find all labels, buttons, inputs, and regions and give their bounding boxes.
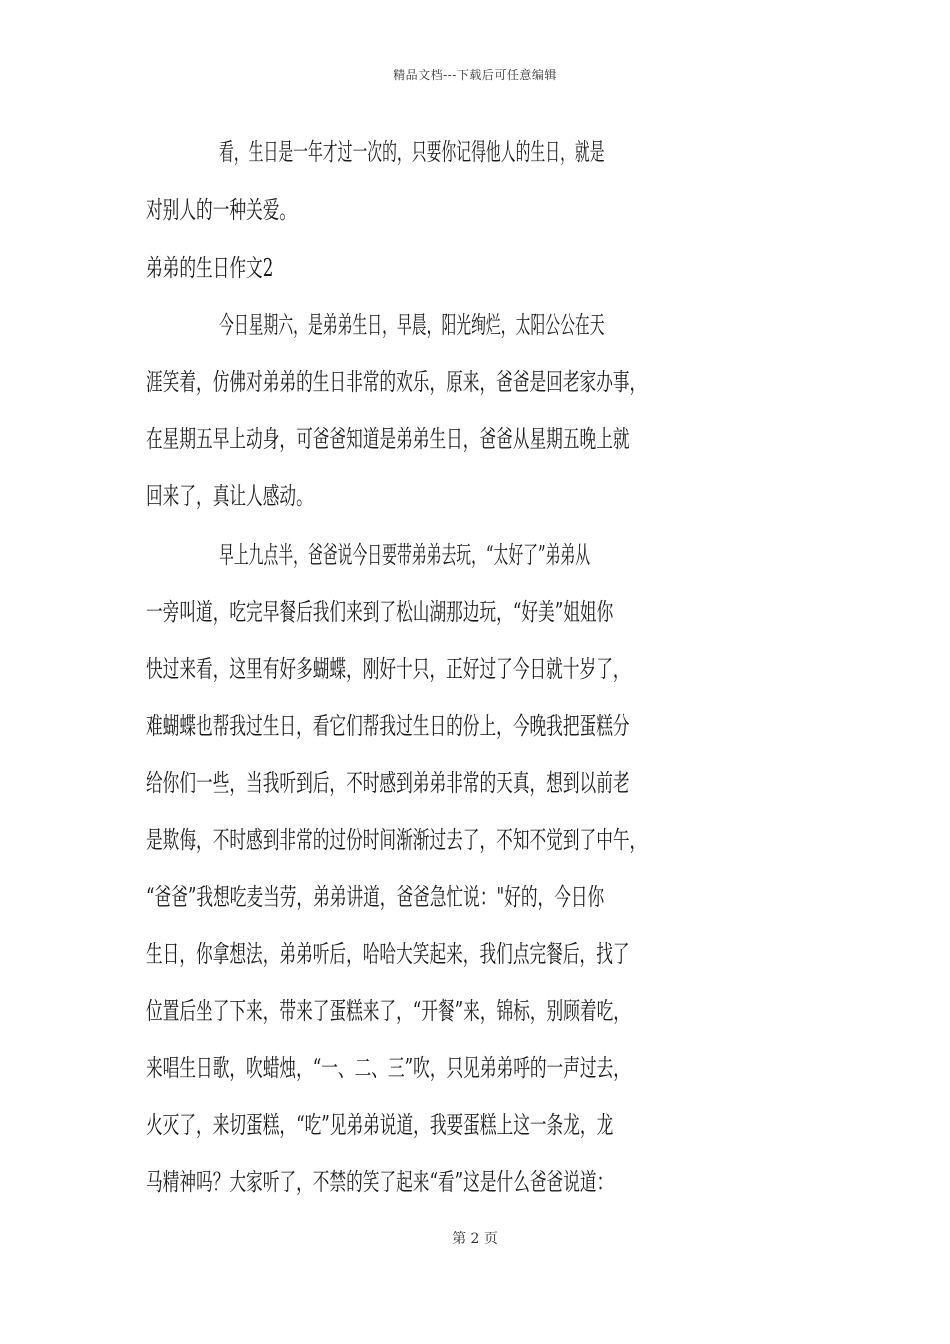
paragraph-line: 涯笑着，仿佛对弟弟的生日非常的欢乐，原来，爸爸是回老家办事， [146, 368, 647, 396]
paragraph-line: 来唱生日歌，吹蜡烛，“一、二、三”吹，只见弟弟呼的一声过去， [146, 1054, 630, 1082]
paragraph-line: 火灭了，来切蛋糕，“吃”见弟弟说道，我要蛋糕上这一条龙，龙 [146, 1111, 614, 1139]
paragraph-line: 是欺侮，不时感到非常的过份时间渐渐过去了，不知不觉到了中午， [146, 826, 647, 854]
section-heading: 弟弟的生日作文2 [146, 254, 274, 282]
page-header: 精品文档---下载后可任意编辑 [393, 68, 557, 82]
paragraph-line: 在星期五早上动身，可爸爸知道是弟弟生日，爸爸从星期五晚上就 [146, 425, 630, 453]
paragraph-line: 马精神吗？大家听了，不禁的笑了起来“看”这是什么爸爸说道： [146, 1168, 614, 1196]
paragraph-line: 回来了，真让人感动。 [146, 482, 313, 510]
paragraph-line: “爸爸”我想吃麦当劳，弟弟讲道，爸爸急忙说："好的，今日你 [146, 883, 605, 911]
paragraph-line: 对别人的一种关爱。 [146, 196, 297, 224]
page-number: 第 2 页 [452, 1231, 498, 1247]
paragraph-line: 早上九点半，爸爸说今日要带弟弟去玩，“太好了”弟弟从 [219, 541, 591, 569]
paragraph-line: 生日，你拿想法，弟弟听后，哈哈大笑起来，我们点完餐后，找了 [146, 940, 630, 968]
paragraph-line: 位置后坐了下来，带来了蛋糕来了，“开餐”来，锦标，别顾着吃， [146, 997, 630, 1025]
paragraph-line: 看，生日是一年才过一次的，只要你记得他人的生日，就是 [219, 138, 605, 166]
paragraph-line: 难蝴蝶也帮我过生日，看它们帮我过生日的份上，今晚我把蛋糕分 [146, 712, 630, 740]
paragraph-line: 一旁叫道，吃完早餐后我们来到了松山湖那边玩，“好美”姐姐你 [146, 598, 614, 626]
paragraph-line: 给你们一些，当我听到后，不时感到弟弟非常的天真，想到以前老 [146, 769, 630, 797]
paragraph-line: 今日星期六，是弟弟生日，早晨，阳光绚烂，太阳公公在天 [219, 311, 605, 339]
paragraph-line: 快过来看，这里有好多蝴蝶，刚好十只，正好过了今日就十岁了， [146, 655, 630, 683]
